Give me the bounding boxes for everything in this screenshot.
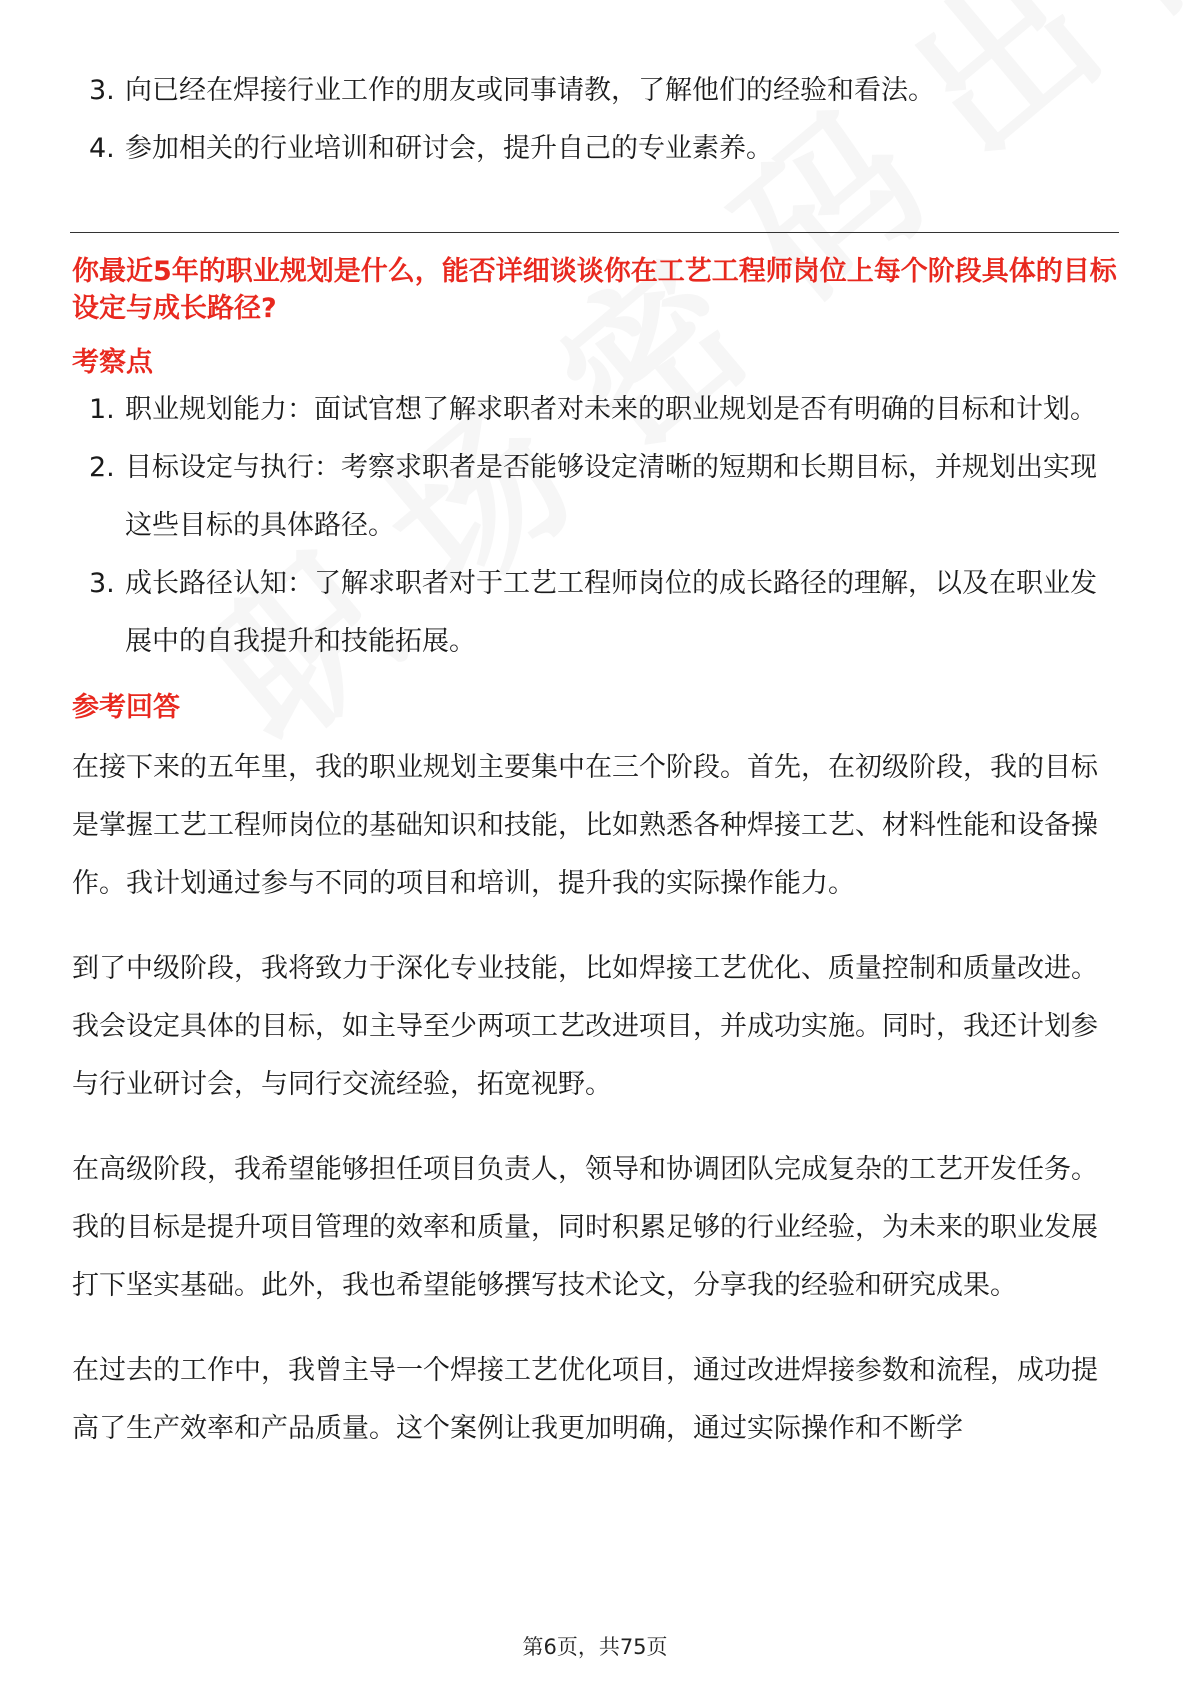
list-item: 3. 向已经在焊接行业工作的朋友或同事请教，了解他们的经验和看法。 [89, 75, 935, 106]
answer-paragraph: 在高级阶段，我希望能够担任项目负责人，领导和协调团队完成复杂的工艺开发任务。我的目标是提升项目管理的效率和质量，同时积累足够的行业经验，为未来的职业发展打下坚实基础。此外，我也希望能够撰写技术论文，分享我的经验和研究成果。 [72, 1154, 1098, 1301]
list-item: 4. 参加相关的行业培训和研讨会，提升自己的专业素养。 [89, 133, 773, 164]
points-heading: 考察点 [72, 347, 153, 378]
list-item: 2. 目标设定与执行：考察求职者是否能够设定清晰的短期和长期目标，并规划出实现这些目标的具体路径。 [89, 452, 1097, 541]
answer-paragraph: 到了中级阶段，我将致力于深化专业技能，比如焊接工艺优化、质量控制和质量改进。我会设定具体的目标，如主导至少两项工艺改进项目，并成功实施。同时，我还计划参与行业研讨会，与同行交流经验，拓宽视野。 [72, 953, 1098, 1100]
page-content [72, 62, 1117, 1458]
list-item: 1. 职业规划能力：面试官想了解求职者对未来的职业规划是否有明确的目标和计划。 [89, 394, 1097, 425]
answer-paragraph: 在接下来的五年里，我的职业规划主要集中在三个阶段。首先，在初级阶段，我的目标是掌握工艺工程师岗位的基础知识和技能，比如熟悉各种焊接工艺、材料性能和设备操作。我计划通过参与不同的项目和培训，提升我的实际操作能力。 [72, 752, 1098, 899]
section-divider [70, 232, 1119, 233]
answer-heading: 参考回答 [72, 692, 180, 723]
question-heading: 你最近5年的职业规划是什么，能否详细谈谈你在工艺工程师岗位上每个阶段具体的目标设定与成长路径? [72, 256, 1117, 324]
points-list [72, 381, 1117, 671]
page-number: 第6页，共75页 [522, 1635, 668, 1659]
continued-list [72, 62, 1117, 178]
list-item: 3. 成长路径认知：了解求职者对于工艺工程师岗位的成长路径的理解，以及在职业发展中的自我提升和技能拓展。 [89, 568, 1097, 657]
answer-paragraph: 在过去的工作中，我曾主导一个焊接工艺优化项目，通过改进焊接参数和流程，成功提高了生产效率和产品质量。这个案例让我更加明确，通过实际操作和不断学 [72, 1355, 1098, 1444]
